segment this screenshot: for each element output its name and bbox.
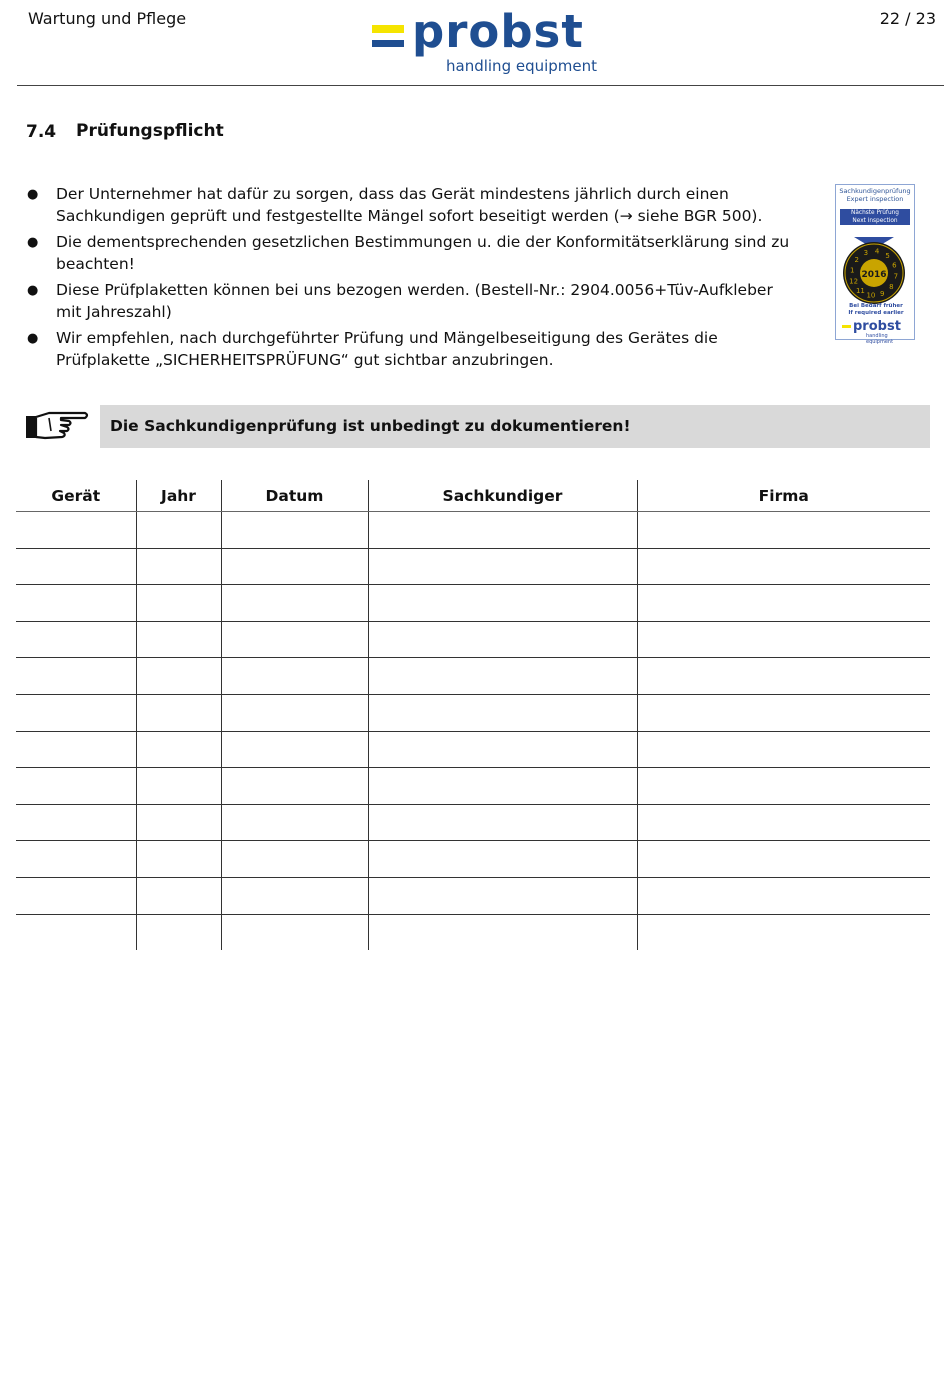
table-row xyxy=(16,548,930,585)
table-cell[interactable] xyxy=(368,621,637,658)
table-cell[interactable] xyxy=(368,694,637,731)
table-cell[interactable] xyxy=(368,658,637,695)
table-cell[interactable] xyxy=(637,621,930,658)
table-cell[interactable] xyxy=(136,548,221,585)
table-cell[interactable] xyxy=(16,914,136,950)
table-cell[interactable] xyxy=(221,877,368,914)
table-header-row xyxy=(16,480,930,512)
notice-text: Die Sachkundigenprüfung ist unbedingt zu dokumentieren! xyxy=(110,417,631,435)
month-label: 3 xyxy=(863,249,869,258)
table-cell[interactable] xyxy=(16,621,136,658)
table-cell[interactable] xyxy=(368,877,637,914)
table-cell[interactable] xyxy=(637,694,930,731)
list-item: ● Die dementsprechenden gesetzlichen Bestimmungen u. die der Konformitätserklärung sind zu beachten! xyxy=(27,233,790,273)
table-cell[interactable] xyxy=(136,877,221,914)
inspection-disc-icon xyxy=(840,237,908,305)
column-header-sachkundiger: Sachkundiger xyxy=(368,480,637,512)
list-item: ● Diese Prüfplaketten können bei uns bezogen werden. (Bestell-Nr.: 2904.0056+Tüv-Aufkleber mit Jahreszahl) xyxy=(27,281,773,321)
table-cell[interactable] xyxy=(136,585,221,622)
list-item: ● Der Unternehmer hat dafür zu sorgen, dass das Gerät mindestens jährlich durch einen Sachkundigen geprüft und festgestellte Mängel sofort beseitigt werden (→ siehe BGR 500). xyxy=(27,185,763,225)
month-label: 2 xyxy=(854,255,859,264)
month-label: 1 xyxy=(849,266,855,275)
list-item: ● Wir empfehlen, nach durchgeführter Prüfung und Mängelbeseitigung des Gerätes die Prüfplakette „SICHERHEITSPRÜFUNG“ gut sichtbar anzubringen. xyxy=(27,329,718,369)
bullet-icon: ● xyxy=(27,283,39,298)
table-cell[interactable] xyxy=(637,585,930,622)
table-cell[interactable] xyxy=(136,914,221,950)
table-cell[interactable] xyxy=(136,621,221,658)
badge-banner: Nächste Prüfung Next inspection xyxy=(840,209,910,225)
table-cell[interactable] xyxy=(368,768,637,805)
table-cell[interactable] xyxy=(136,731,221,768)
table-row xyxy=(16,914,930,950)
month-label: 6 xyxy=(892,261,897,270)
column-header-jahr: Jahr xyxy=(136,480,221,512)
pointing-hand-icon xyxy=(25,404,91,446)
table-row xyxy=(16,512,930,549)
header-section-label: Wartung und Pflege xyxy=(28,9,187,28)
inspection-badge-image: Sachkundigenprüfung Expert inspection Nächste Prüfung Next inspection 2016 1 2 3 4 5 6 7 8 9 10 11 12 Bei Bedarf früher If required earlier probst handling equipment xyxy=(835,184,915,340)
month-label: 11 xyxy=(855,286,865,295)
table-cell[interactable] xyxy=(221,585,368,622)
table-cell[interactable] xyxy=(16,658,136,695)
table-row xyxy=(16,841,930,878)
table-cell[interactable] xyxy=(136,694,221,731)
table-cell[interactable] xyxy=(368,731,637,768)
table-cell[interactable] xyxy=(221,548,368,585)
table-cell[interactable] xyxy=(221,512,368,549)
table-cell[interactable] xyxy=(136,768,221,805)
table-cell[interactable] xyxy=(16,841,136,878)
table-cell[interactable] xyxy=(221,731,368,768)
table-cell[interactable] xyxy=(136,512,221,549)
table-cell[interactable] xyxy=(368,548,637,585)
table-cell[interactable] xyxy=(16,731,136,768)
table-cell[interactable] xyxy=(637,768,930,805)
month-label: 4 xyxy=(874,247,880,256)
table-cell[interactable] xyxy=(637,804,930,841)
column-header-datum: Datum xyxy=(221,480,368,512)
badge-logo: probst xyxy=(842,319,912,334)
table-cell[interactable] xyxy=(221,621,368,658)
table-cell[interactable] xyxy=(221,914,368,950)
section-number: 7.4 xyxy=(26,122,57,142)
column-header-firma: Firma xyxy=(637,480,930,512)
month-label: 8 xyxy=(889,283,894,292)
table-row xyxy=(16,621,930,658)
table-row xyxy=(16,768,930,805)
table-cell[interactable] xyxy=(637,548,930,585)
table-cell[interactable] xyxy=(368,914,637,950)
table-cell[interactable] xyxy=(16,694,136,731)
table-cell[interactable] xyxy=(368,585,637,622)
month-label: 10 xyxy=(866,291,876,300)
table-row xyxy=(16,585,930,622)
table-cell[interactable] xyxy=(16,768,136,805)
table-cell[interactable] xyxy=(637,914,930,950)
table-cell[interactable] xyxy=(221,804,368,841)
table-cell[interactable] xyxy=(16,877,136,914)
requirements-list xyxy=(26,184,801,376)
table-cell[interactable] xyxy=(637,877,930,914)
table-cell[interactable] xyxy=(368,512,637,549)
probst-logo xyxy=(372,5,598,77)
month-label: 12 xyxy=(849,277,859,286)
bullet-icon: ● xyxy=(27,187,39,202)
table-cell[interactable] xyxy=(637,512,930,549)
table-cell[interactable] xyxy=(221,694,368,731)
table-cell[interactable] xyxy=(221,658,368,695)
table-cell[interactable] xyxy=(16,804,136,841)
badge-title: Sachkundigenprüfung xyxy=(839,187,911,195)
header-divider xyxy=(17,85,944,86)
table-cell[interactable] xyxy=(16,512,136,549)
section-title: Prüfungspflicht xyxy=(76,121,224,141)
column-header-geraet: Gerät xyxy=(16,480,136,512)
bullet-icon: ● xyxy=(27,235,39,250)
logo-tagline: handling equipment xyxy=(446,57,598,75)
table-cell[interactable] xyxy=(637,731,930,768)
month-label: 5 xyxy=(885,252,890,261)
bullet-icon: ● xyxy=(27,331,39,346)
table-cell[interactable] xyxy=(16,585,136,622)
month-label: 7 xyxy=(893,272,899,281)
table-row xyxy=(16,694,930,731)
month-label: 9 xyxy=(879,289,885,298)
table-cell[interactable] xyxy=(136,841,221,878)
table-cell[interactable] xyxy=(16,548,136,585)
table-cell[interactable] xyxy=(136,804,221,841)
table-row xyxy=(16,877,930,914)
table-cell[interactable] xyxy=(368,841,637,878)
table-row xyxy=(16,658,930,695)
table-cell[interactable] xyxy=(221,841,368,878)
badge-subtitle: Expert inspection xyxy=(846,195,904,203)
table-cell[interactable] xyxy=(136,658,221,695)
table-cell[interactable] xyxy=(221,768,368,805)
logo-word: probst xyxy=(412,5,584,58)
page-number: 22 / 23 xyxy=(879,9,936,28)
documentation-notice xyxy=(100,405,930,448)
table-cell[interactable] xyxy=(637,658,930,695)
table-row xyxy=(16,804,930,841)
inspection-log-table xyxy=(16,480,930,950)
table-cell[interactable] xyxy=(368,804,637,841)
table-row xyxy=(16,731,930,768)
table-cell[interactable] xyxy=(637,841,930,878)
svg-text:2016: 2016 xyxy=(861,270,887,280)
